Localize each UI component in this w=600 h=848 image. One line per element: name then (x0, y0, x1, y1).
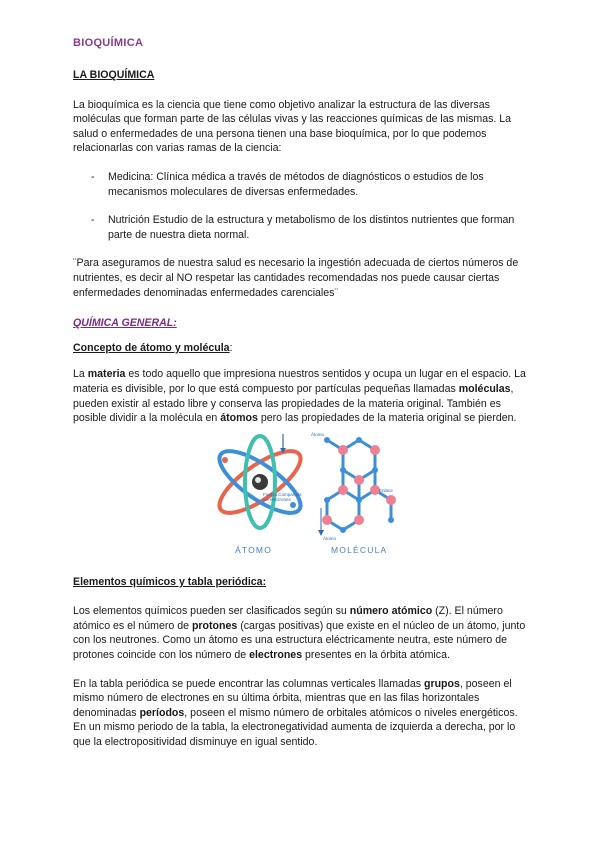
atom-molecule-figure (73, 430, 533, 555)
page-header-title: BIOQUÍMICA (73, 37, 144, 49)
quote-paragraph: ¨Para aseguramos de nuestra salud es necesario la ingestión adecuada de ciertos números de nutrientes, es decir al NO respetar las cantidades recomendadas nos puede causar ciertas enfermedades denominadas enfermedades carenciales¨ (73, 257, 519, 299)
text-run: Los elementos químicos pueden ser clasificados según su (73, 605, 350, 618)
atom-label: ÁTOMO (235, 544, 273, 555)
document-body (73, 68, 533, 750)
section-title-bioquimica: LA BIOQUÍMICA (73, 69, 155, 81)
molecule-label: MOLÉCULA (331, 544, 388, 555)
term-moleculas: moléculas (458, 382, 511, 395)
molecule-note-label: Átomo (323, 535, 337, 541)
term-protones: protones (191, 619, 238, 632)
term-electrones: electrones (249, 649, 303, 662)
intro-paragraph: La bioquímica es la ciencia que tiene como objetivo analizar la estructura de las diversas moléculas que forman parte de las células vivas y las reacciones químicas de las mismas. La salud o enfermedades de una persona tienen una base bioquímica, por lo que podemos relacionarlas con varias ramas de la ciencia: (73, 98, 512, 155)
molecule-illustration (313, 430, 403, 540)
bullet-item: - Medicina: Clínica médica a través de métodos de diagnósticos o estudios de los mecanismos moleculares de diversas enfermedades. (73, 170, 533, 199)
text-run: presentes en la órbita atómica. (302, 649, 450, 662)
atom-note-label: Fuerza Compartida los electrones (263, 491, 302, 502)
term-numero-atomico: número atómico (349, 605, 433, 618)
text-run: , poseen el mismo número de electrones en su última órbita, mientras que en las filas horizontales denominadas (73, 677, 512, 719)
term-materia: materia (87, 368, 126, 381)
text-run: En la tabla periódica se puede encontrar las columnas verticales llamadas (73, 677, 424, 690)
molecule-note-label: Enlace (379, 487, 393, 493)
subsection-title-elementos: Elementos químicos y tabla periódica: (73, 575, 267, 588)
section-title-quimica-general: QUÍMICA GENERAL: (73, 317, 177, 330)
concepto-title-colon: : (229, 341, 233, 354)
text-run: es todo aquello que impresiona nuestros sentidos y ocupa un lugar en el espacio. La materia es divisible, por lo que está compuesto por partículas pequeñas llamadas (73, 368, 526, 395)
bullet-item: - Nutrición Estudio de la estructura y metabolismo de los distintos nutrientes que forman parte de nuestra dieta normal. (73, 213, 533, 242)
text-run: pero las propiedades de la materia original se pierden. (257, 412, 517, 425)
molecule-note-label: Átomo (311, 431, 325, 437)
term-atomos: átomos (220, 412, 258, 425)
text-run: , poseen el mismo número de orbitales atómicos o niveles energéticos. En un mismo periodo de la tabla, la electronegatividad aumenta de izquierda a derecha, por lo que la electropositividad disminuye en igual sentido. (73, 706, 518, 749)
concepto-title-text: Concepto de átomo y molécula (73, 341, 230, 354)
concept-paragraph (73, 367, 533, 425)
term-grupos: grupos (423, 677, 460, 690)
text-run: (cargas positivas) que existe en el núcleo de un átomo, junto con los neutrones. Como un átomo es una estructura eléctricamente neutra, este número de protones coincide con los número de (73, 619, 526, 662)
subsection-title-concepto (73, 341, 533, 356)
bullet-list (73, 170, 533, 242)
elements-paragraph-1 (73, 604, 533, 662)
text-run: (Z). El número atómico es el número de (73, 605, 503, 632)
text-run: , pueden existir al estado libre y conserva las propiedades de la materia original. También es posible dividir a la molécula en (73, 382, 514, 425)
atom-illustration (205, 430, 315, 540)
elements-paragraph-2 (73, 677, 533, 750)
term-periodos: períodos (139, 706, 185, 719)
text-run: La (73, 368, 88, 381)
